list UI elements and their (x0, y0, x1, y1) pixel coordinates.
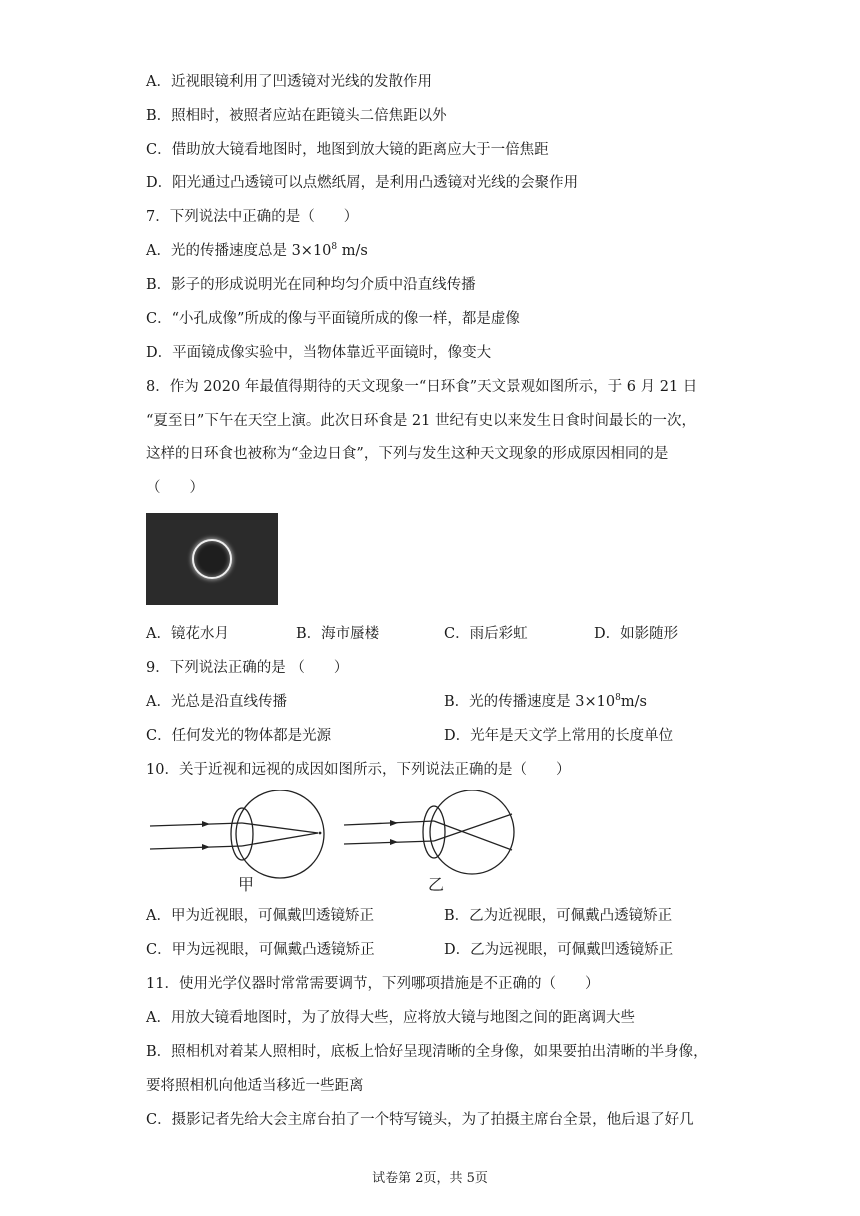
q11-option-a: A．用放大镜看地图时，为了放得大些，应将放大镜与地图之间的距离调大些 (146, 1010, 635, 1026)
q9-stem: 9．下列说法正确的是 （ ） (146, 660, 349, 676)
q9-option-b (444, 692, 647, 712)
q10-option-c: C．甲为远视眼，可佩戴凸透镜矫正 (146, 942, 375, 958)
q8-option-d: D．如影随形 (594, 626, 679, 642)
q9b-exponent: 8 (615, 693, 621, 703)
q11-option-b-line1: B．照相机对着某人照相时，底板上恰好呈现清晰的全身像，如果要拍出清晰的半身像， (146, 1044, 708, 1060)
q7-option-b: B．影子的形成说明光在同种均匀介质中沿直线传播 (146, 277, 476, 293)
q9-option-d: D．光年是天文学上常用的长度单位 (444, 728, 674, 744)
q9b-unit: m/s (620, 694, 647, 710)
q7-stem: 7．下列说法中正确的是（ ） (146, 209, 359, 225)
q7a-exponent: 8 (331, 242, 338, 252)
q10-option-d: D．乙为远视眼，可佩戴凹透镜矫正 (444, 942, 674, 958)
q7a-text: A．光的传播速度总是 3×10 (146, 243, 332, 259)
q10-option-a: A．甲为近视眼，可佩戴凹透镜矫正 (146, 908, 374, 924)
q8-option-b: B．海市蜃楼 (296, 626, 380, 642)
q11-stem: 11．使用光学仪器时常常需要调节，下列哪项措施是不正确的（ ） (146, 976, 600, 992)
q7-option-c: C．“小孔成像”所成的像与平面镜所成的像一样，都是虚像 (146, 311, 520, 327)
label-yi: 乙 (428, 875, 445, 894)
eclipse-ring (192, 539, 232, 579)
q11-option-c: C．摄影记者先给大会主席台拍了一个特写镜头，为了拍摄主席台全景，他后退了好几 (146, 1112, 694, 1128)
q6-option-a: A．近视眼镜利用了凹透镜对光线的发散作用 (146, 74, 432, 90)
q9-option-a: A．光总是沿直线传播 (146, 694, 287, 710)
q10-stem: 10．关于近视和远视的成因如图所示，下列说法正确的是（ ） (146, 762, 571, 778)
q7a-unit: m/s (337, 243, 368, 259)
eye-jia (150, 790, 324, 878)
eye-yi (344, 790, 514, 874)
q6-option-d: D．阳光通过凸透镜可以点燃纸屑，是利用凸透镜对光线的会聚作用 (146, 175, 579, 191)
q11-option-b-line2: 要将照相机向他适当移近一些距离 (146, 1078, 364, 1094)
q9-option-c: C．任何发光的物体都是光源 (146, 728, 332, 744)
q8-stem-line3: 这样的日环食也被称为“金边日食”，下列与发生这种天文现象的形成原因相同的是 (146, 446, 669, 462)
q8-option-c: C．雨后彩虹 (444, 626, 528, 642)
q9b-text: B．光的传播速度是 3×10 (444, 694, 616, 710)
label-jia: 甲 (238, 875, 255, 894)
q6-option-c: C．借助放大镜看地图时，地图到放大镜的距离应大于一倍焦距 (146, 142, 549, 158)
annular-eclipse-photo (146, 513, 278, 605)
q6-option-b: B．照相时，被照者应站在距镜头二倍焦距以外 (146, 108, 447, 124)
eye-diagram (146, 790, 526, 900)
q8-stem-line1: 8．作为 2020 年最值得期待的天文现象一“日环食”天文景观如图所示，于 6 月 21 日 (146, 379, 698, 395)
q8-option-a: A．镜花水月 (146, 626, 229, 642)
q8-stem-line2: “夏至日”下午在天空上演。此次日环食是 21 世纪有史以来发生日食时间最长的一次， (146, 413, 696, 429)
q7-option-d: D．平面镜成像实验中，当物体靠近平面镜时，像变大 (146, 345, 492, 361)
page-footer: 试卷第 2页，共 5页 (372, 1171, 488, 1186)
q8-answer-blank: （ ） (146, 480, 204, 496)
q7-option-a (146, 241, 368, 261)
q10-option-b: B．乙为近视眼，可佩戴凸透镜矫正 (444, 908, 673, 924)
